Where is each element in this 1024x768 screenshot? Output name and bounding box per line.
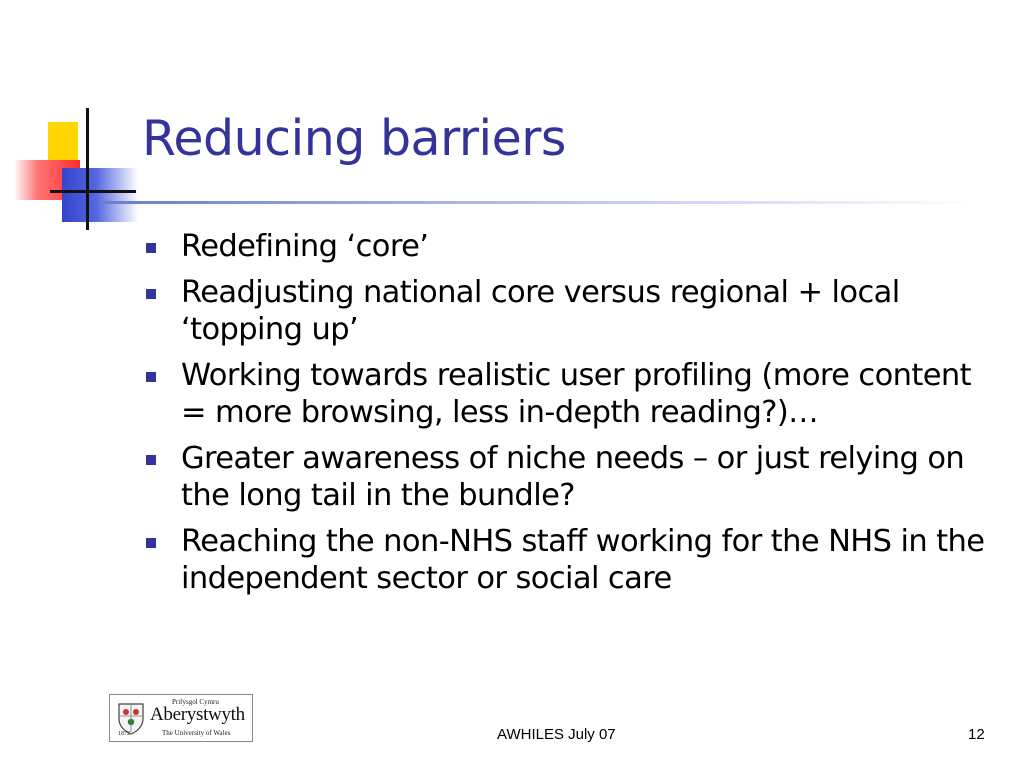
bullet-text: Reaching the non-NHS staff working for the NHS in the independent sector or social care [181,524,985,596]
bullet-item [144,440,1004,514]
logo-name: Aberystwyth [150,704,245,725]
footer-text: AWHILES July 07 [497,726,616,743]
bullet-square-icon [146,538,156,548]
bullet-list [144,228,1004,606]
slide-title: Reducing barriers [142,110,566,167]
corner-decoration [0,100,140,230]
university-logo [109,694,253,742]
bullet-item [144,357,1004,431]
logo-subtitle: The University of Wales [162,729,231,737]
horizontal-line [50,190,136,193]
bullet-item [144,228,1004,265]
title-underline [100,201,980,204]
bullet-text: Redefining ‘core’ [181,229,429,264]
bullet-square-icon [146,372,156,382]
bullet-text: Working towards realistic user profiling (more content = more browsing, less in-depth reading?)… [181,358,971,430]
bullet-item [144,523,1004,597]
bullet-square-icon [146,289,156,299]
bullet-text: Readjusting national core versus regional + local ‘topping up’ [181,275,900,347]
logo-year: 1872 [118,731,130,737]
bullet-text: Greater awareness of niche needs – or just relying on the long tail in the bundle? [181,441,965,513]
yellow-square [48,122,78,160]
page-number: 12 [968,726,985,743]
crest-icon [116,701,146,735]
logo-top-text: Prifysgol Cymru [172,698,219,706]
bullet-item [144,274,1004,348]
bullet-square-icon [146,455,156,465]
blue-square [62,168,138,222]
vertical-line [86,108,89,230]
bullet-square-icon [146,243,156,253]
